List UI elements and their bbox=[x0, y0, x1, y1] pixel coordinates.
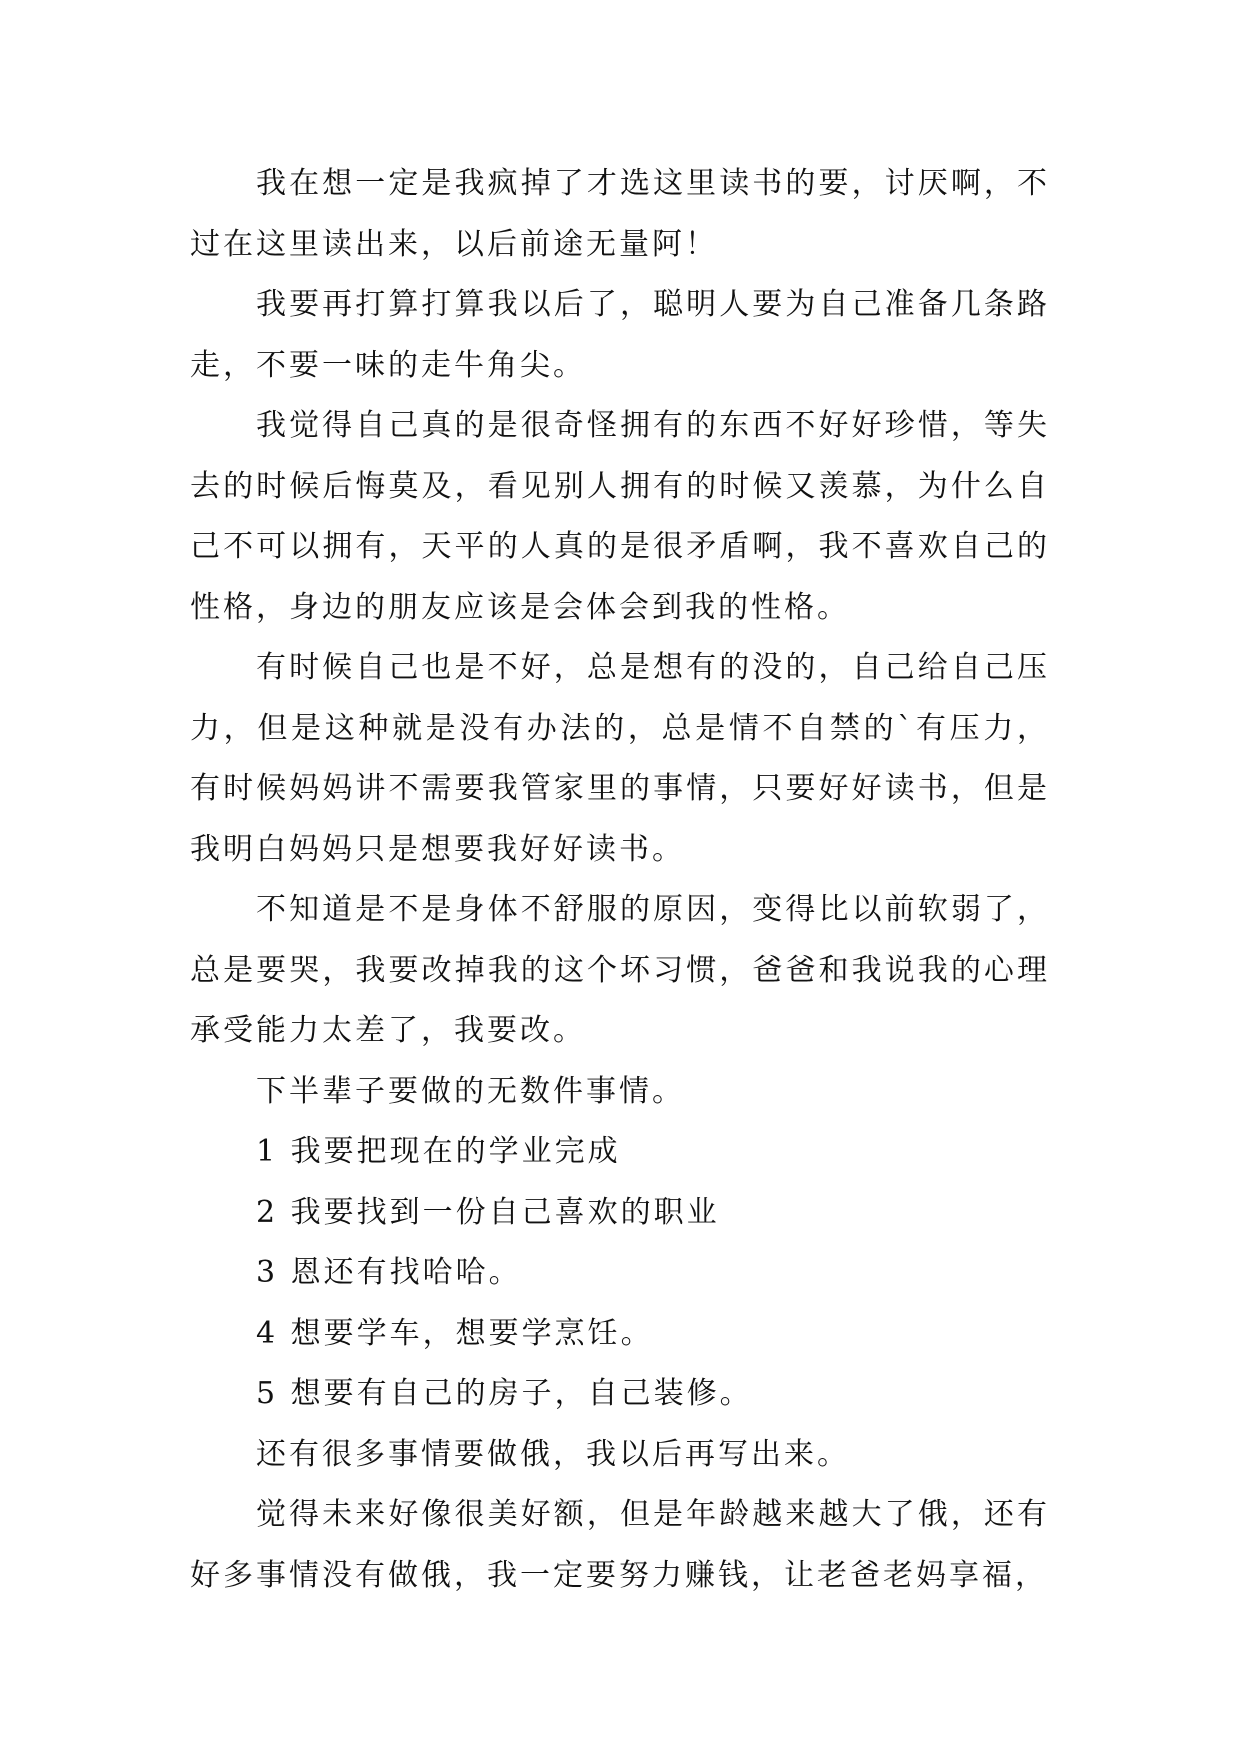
document-body bbox=[190, 154, 1050, 1606]
paragraph: 我要再打算打算我以后了，聪明人要为自己准备几条路走，不要一味的走牛角尖。 bbox=[190, 287, 1050, 383]
paragraph: 不知道是不是身体不舒服的原因，变得比以前软弱了，总是要哭，我要改掉我的这个坏习惯，爸爸和我说我的心理承受能力太差了，我要改。 bbox=[190, 892, 1050, 1048]
list-item: 2 我要找到一份自己喜欢的职业 bbox=[256, 1194, 720, 1230]
list-item: 5 想要有自己的房子，自己装修。 bbox=[256, 1376, 753, 1411]
list-item: 4 想要学车，想要学烹饪。 bbox=[256, 1315, 654, 1351]
list-item: 3 恩还有找哈哈。 bbox=[256, 1255, 522, 1290]
paragraph: 还有很多事情要做俄，我以后再写出来。 bbox=[256, 1436, 850, 1472]
paragraph: 下半辈子要做的无数件事情。 bbox=[256, 1073, 685, 1109]
paragraph: 我在想一定是我疯掉了才选这里读书的要，讨厌啊，不过在这里读出来，以后前途无量阿！ bbox=[190, 166, 1050, 262]
paragraph: 有时候自己也是不好，总是想有的没的，自己给自己压力，但是这种就是没有办法的，总是情不自禁的`有压力，有时候妈妈讲不需要我管家里的事情，只要好好读书，但是我明白妈妈只是想要我好好读书。 bbox=[190, 650, 1050, 867]
paragraph: 我觉得自己真的是很奇怪拥有的东西不好好珍惜，等失去的时候后悔莫及，看见别人拥有的时候又羡慕，为什么自己不可以拥有，天平的人真的是很矛盾啊，我不喜欢自己的性格，身边的朋友应该是会体会到我的性格。 bbox=[190, 408, 1050, 625]
paragraph: 觉得未来好像很美好额，但是年龄越来越大了俄，还有好多事情没有做俄，我一定要努力赚钱，让老爸老妈享福， bbox=[190, 1497, 1050, 1593]
list-item: 1 我要把现在的学业完成 bbox=[256, 1134, 621, 1169]
